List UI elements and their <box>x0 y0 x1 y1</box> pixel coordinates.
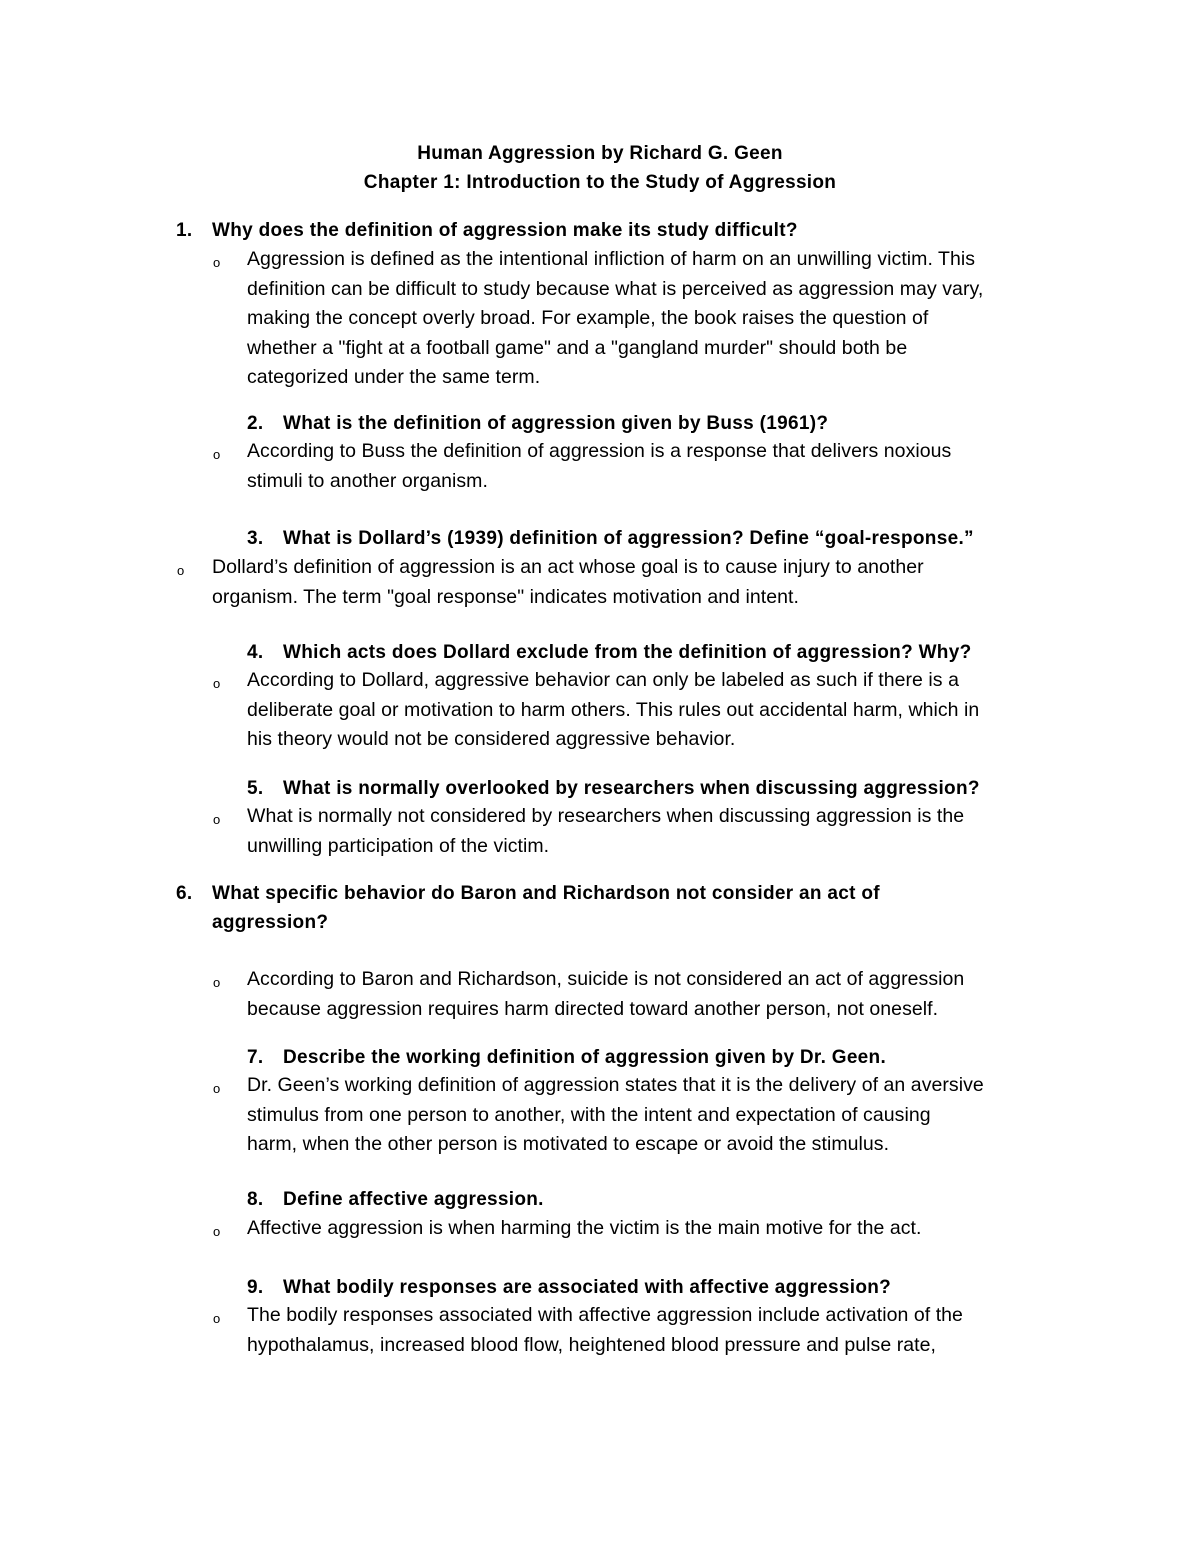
question-number: 2. <box>247 413 264 434</box>
bullet-icon: o <box>213 1224 221 1239</box>
question-text: What is the definition of aggression given by Buss (1961)? <box>283 413 829 434</box>
answer-line: According to Buss the definition of aggression is a response that delivers noxious <box>247 440 952 462</box>
answer-3 <box>212 553 924 612</box>
answer-6 <box>247 965 964 1024</box>
answer-line: Dr. Geen’s working definition of aggression states that it is the delivery of an aversive <box>247 1074 984 1096</box>
bullet-icon: o <box>213 676 221 691</box>
answer-line: definition can be difficult to study because what is perceived as aggression may vary, <box>247 277 984 300</box>
answer-2 <box>247 437 951 496</box>
bullet-icon: o <box>213 255 221 270</box>
question-7 <box>247 1047 886 1069</box>
question-3 <box>247 528 974 550</box>
question-text: What is normally overlooked by researchers when discussing aggression? <box>283 778 980 799</box>
question-text: Define affective aggression. <box>283 1189 544 1210</box>
answer-line: harm, when the other person is motivated to escape or avoid the stimulus. <box>247 1133 890 1155</box>
bullet-icon: o <box>213 447 221 462</box>
question-1 <box>176 220 798 242</box>
question-9 <box>247 1277 891 1299</box>
bullet-icon: o <box>213 1311 221 1326</box>
question-text: Which acts does Dollard exclude from the definition of aggression? Why? <box>283 642 972 663</box>
answer-line: According to Baron and Richardson, suicide is not considered an act of aggression <box>247 968 965 990</box>
question-2 <box>247 413 828 435</box>
question-8 <box>247 1189 544 1211</box>
question-4 <box>247 642 971 664</box>
answer-line: Dollard’s definition of aggression is an act whose goal is to cause injury to another <box>212 556 924 578</box>
question-number: 7. <box>247 1047 264 1068</box>
question-line: What specific behavior do Baron and Richardson not consider an act of <box>212 883 880 904</box>
answer-line: because aggression requires harm directed toward another person, not oneself. <box>247 997 939 1020</box>
question-text: What is Dollard’s (1939) definition of aggression? Define “goal-response.” <box>283 528 974 549</box>
answer-5 <box>247 802 964 861</box>
question-text: Why does the definition of aggression make its study difficult? <box>212 220 798 241</box>
bullet-icon: o <box>213 975 221 990</box>
question-number: 4. <box>247 642 264 663</box>
bullet-icon: o <box>177 563 185 578</box>
chapter-title: Chapter 1: Introduction to the Study of Aggression <box>363 172 837 193</box>
answer-1 <box>247 245 983 393</box>
question-line: aggression? <box>212 912 329 933</box>
bullet-icon: o <box>213 1081 221 1096</box>
answer-line: whether a "fight at a football game" and a "gangland murder" should both be <box>247 336 908 359</box>
answer-line: Aggression is defined as the intentional infliction of harm on an unwilling victim. This <box>247 248 976 270</box>
question-number: 9. <box>247 1277 264 1298</box>
answer-line: deliberate goal or motivation to harm others. This rules out accidental harm, which in <box>247 698 980 721</box>
answer-7 <box>247 1071 984 1160</box>
answer-8 <box>247 1214 921 1244</box>
answer-line: The bodily responses associated with affective aggression include activation of the <box>247 1304 963 1326</box>
question-5 <box>247 778 980 800</box>
bullet-icon: o <box>213 812 221 827</box>
answer-4 <box>247 666 979 755</box>
answer-line: making the concept overly broad. For example, the book raises the question of <box>247 307 929 329</box>
answer-line: unwilling participation of the victim. <box>247 834 550 857</box>
question-number: 5. <box>247 778 264 799</box>
question-6 <box>176 879 1012 937</box>
question-number: 1. <box>176 220 193 241</box>
answer-line: According to Dollard, aggressive behavior can only be labeled as such if there is a <box>247 669 959 691</box>
answer-line: categorized under the same term. <box>247 366 541 388</box>
answer-line: organism. The term "goal response" indicates motivation and intent. <box>212 585 799 608</box>
document-title: Human Aggression by Richard G. Geen <box>417 143 783 164</box>
question-number: 6. <box>176 883 193 904</box>
answer-line: stimuli to another organism. <box>247 469 488 492</box>
question-number: 3. <box>247 528 264 549</box>
question-text: What bodily responses are associated with affective aggression? <box>283 1277 892 1298</box>
answer-line: hypothalamus, increased blood flow, heightened blood pressure and pulse rate, <box>247 1333 936 1356</box>
answer-line: his theory would not be considered aggressive behavior. <box>247 728 736 750</box>
answer-line: What is normally not considered by researchers when discussing aggression is the <box>247 805 965 827</box>
answer-line: stimulus from one person to another, with the intent and expectation of causing <box>247 1103 931 1126</box>
question-number: 8. <box>247 1189 264 1210</box>
answer-line: Affective aggression is when harming the victim is the main motive for the act. <box>247 1217 922 1239</box>
question-text: Describe the working definition of aggression given by Dr. Geen. <box>283 1047 887 1068</box>
answer-9 <box>247 1301 963 1360</box>
